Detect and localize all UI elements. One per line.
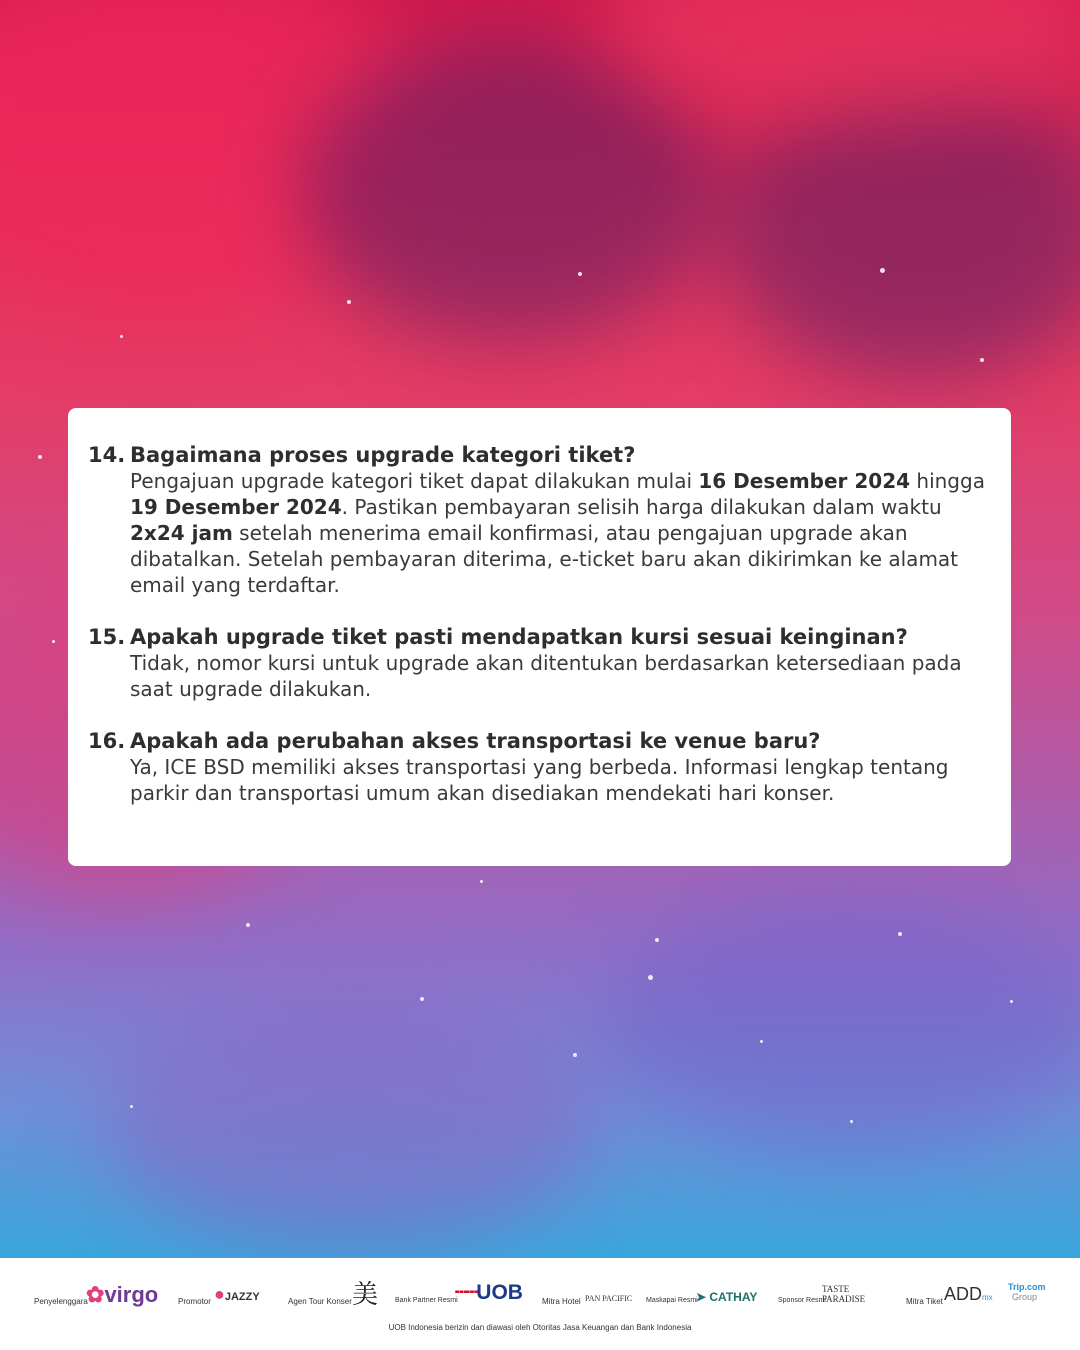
faq-question: Apakah ada perubahan akses transportasi ke venue baru?	[130, 729, 821, 753]
tour-agent-logo: 美	[352, 1279, 379, 1309]
organizer-role: Penyelenggara	[34, 1297, 88, 1306]
virgo-logo: ✿virgo	[86, 1282, 159, 1307]
taste-paradise-logo: TASTE PARADISE	[822, 1284, 866, 1304]
trip-com-logo: Trip.com Group	[1008, 1282, 1046, 1302]
faq-number: 16.	[88, 729, 126, 753]
faq-answer: Ya, ICE BSD memiliki akses transportasi yang berbeda. Informasi lengkap tentang parkir dan transportasi umum akan disediakan mendekati hari konser.	[130, 755, 949, 805]
tour-role: Agen Tour Konser	[288, 1297, 352, 1306]
jazzy-logo: ●JAZZY	[214, 1284, 260, 1304]
regulatory-disclaimer: UOB Indonesia berizin dan diawasi oleh Otoritas Jasa Keuangan dan Bank Indonesia	[388, 1323, 692, 1332]
faq-question: Bagaimana proses upgrade kategori tiket?	[130, 443, 636, 467]
cathay-logo: ➤ CATHAY	[696, 1290, 758, 1304]
faq-number: 14.	[88, 443, 126, 467]
bank-role: Bank Partner Resmi	[395, 1297, 458, 1304]
promoter-role: Promotor	[178, 1297, 211, 1306]
faq-item-14	[88, 442, 998, 598]
sponsor-role: Sponsor Resmi	[778, 1297, 826, 1304]
airline-role: Maskapai Resmi	[646, 1297, 698, 1304]
pan-pacific-logo: PAN PACIFIC	[585, 1294, 633, 1303]
faq-card	[68, 408, 1011, 866]
uob-logo: ┄┄UOB	[455, 1281, 523, 1304]
ticket-role: Mitra Tiket	[906, 1297, 943, 1306]
faq-answer: Tidak, nomor kursi untuk upgrade akan ditentukan berdasarkan ketersediaan pada saat upgrade dilakukan.	[130, 651, 962, 701]
sponsor-footer	[0, 1258, 1080, 1350]
faq-question: Apakah upgrade tiket pasti mendapatkan kursi sesuai keinginan?	[130, 625, 908, 649]
faq-answer: Pengajuan upgrade kategori tiket dapat dilakukan mulai 16 Desember 2024 hingga 19 Desember 2024. Pastikan pembayaran selisih harga dilakukan dalam waktu 2x24 jam setelah menerima email konfirmasi, atau pengajuan upgrade akan dibatalkan. Setelah pembayaran diterima, e-ticket baru akan dikirimkan ke alamat email yang terdaftar.	[130, 469, 985, 597]
faq-number: 15.	[88, 625, 126, 649]
faq-item-15	[88, 624, 998, 702]
faq-item-16	[88, 728, 998, 806]
addmx-logo: ADDmx	[944, 1284, 993, 1304]
hotel-role: Mitra Hotel	[542, 1297, 581, 1306]
sponsor-row	[0, 1280, 1080, 1320]
